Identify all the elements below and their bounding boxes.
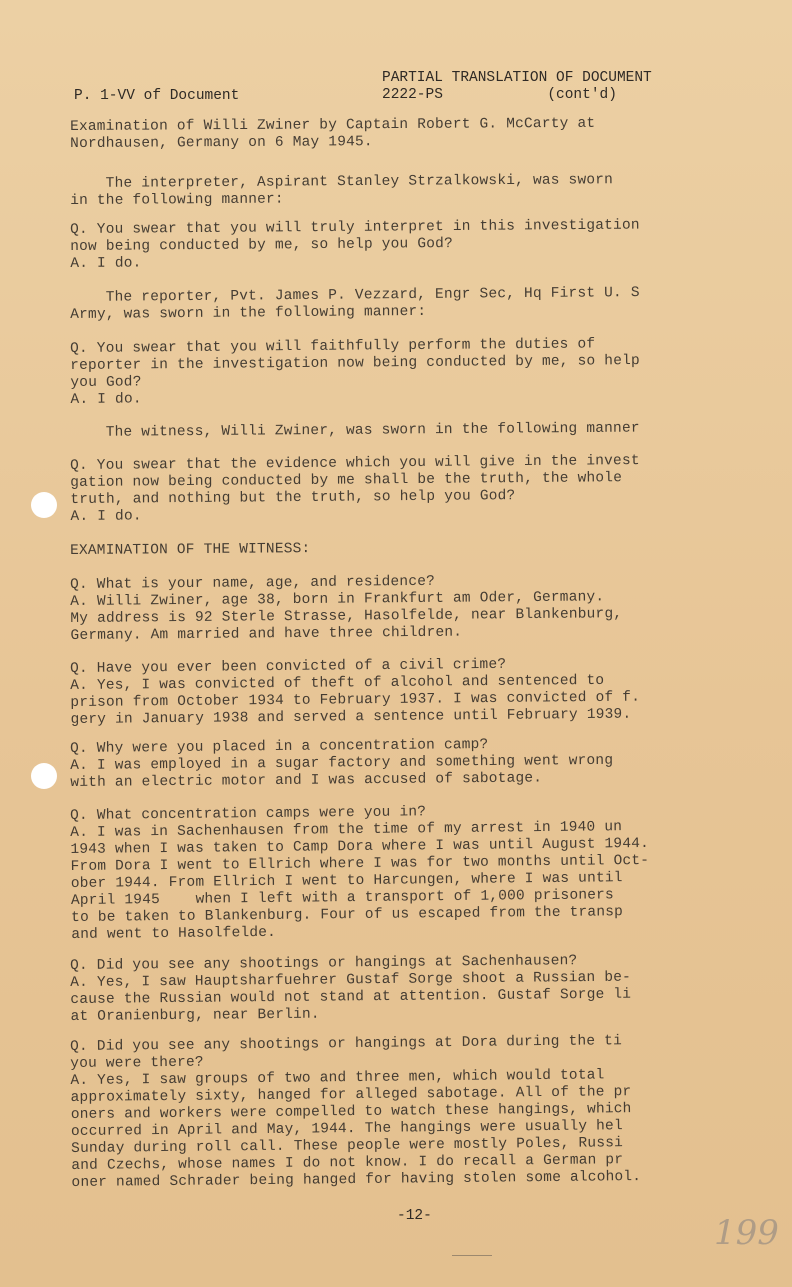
text-line: My address is 92 Sterle Strasse, Hasolfelde, near Blankenburg, xyxy=(70,606,623,627)
paragraph xyxy=(70,1031,792,1192)
text-line: A. I do. xyxy=(70,508,142,525)
text-line: A. I do. xyxy=(70,391,142,408)
text-line: Q. You swear that the evidence which you will give in the invest xyxy=(70,453,640,474)
text-line: and Czechs, whose names I do not know. I do recall a German pr xyxy=(71,1152,624,1174)
text-line: A. Yes, I was convicted of theft of alcohol and sentenced to xyxy=(70,672,605,694)
text-line: ober 1944. From Ellrich I went to Harcungen, where I was until xyxy=(70,870,623,892)
text-line: you were there? xyxy=(70,1054,204,1072)
text-line: oner named Schrader being hanged for having stolen some alcohol. xyxy=(71,1169,642,1191)
text-line: approximately sixty, hanged for alleged sabotage. All of the pr xyxy=(70,1084,632,1106)
paragraph xyxy=(70,115,792,153)
text-line: The witness, Willi Zwiner, was sworn in the following manner xyxy=(70,420,640,441)
heading-title: PARTIAL TRANSLATION OF DOCUMENT xyxy=(382,70,652,86)
text-line: at Oranienburg, near Berlin. xyxy=(70,1006,320,1025)
text-line: A. Yes, I saw groups of two and three men, which would total xyxy=(70,1067,605,1089)
text-line: now being conducted by me, so help you God? xyxy=(70,235,454,255)
paragraph xyxy=(70,284,792,324)
text-line: A. Yes, I saw Hauptsharfuehrer Gustaf Sorge shoot a Russian be- xyxy=(70,969,632,991)
text-line: Q. Why were you placed in a concentration camp? xyxy=(70,736,489,757)
text-line: cause the Russian would not stand at attention. Gustaf Sorge li xyxy=(70,986,632,1008)
text-line: Army, was sworn in the following manner: xyxy=(70,303,427,323)
text-line: Q. You swear that you will faithfully perform the duties of xyxy=(70,336,596,357)
text-line: A. I was employed in a sugar factory and something went wrong xyxy=(70,752,614,774)
paragraph xyxy=(70,216,792,273)
text-line: Q. Did you see any shootings or hangings at Dora during the ti xyxy=(70,1033,623,1055)
text-line: prison from October 1934 to February 1937. I was convicted of f. xyxy=(70,689,641,711)
text-line: Q. You swear that you will truly interpret in this investigation xyxy=(70,217,640,238)
bottom-mark xyxy=(452,1255,492,1256)
document-reference: P. 1-VV of Document xyxy=(74,88,240,104)
text-line: Q. Did you see any shootings or hangings at Sachenhausen? xyxy=(70,953,578,974)
text-line: you God? xyxy=(70,374,142,391)
text-line: Germany. Am married and have three children. xyxy=(70,624,463,644)
text-line: 1943 when I was taken to Camp Dora where I was until August 1944. xyxy=(70,835,650,858)
text-line: EXAMINATION OF THE WITNESS: xyxy=(70,541,311,559)
paragraph xyxy=(70,654,792,729)
paragraph xyxy=(70,335,792,409)
text-line: oners and workers were compelled to watch these hangings, which xyxy=(70,1101,632,1123)
handwritten-page-stamp: 199 xyxy=(714,1213,779,1253)
text-line: A. I do. xyxy=(70,255,142,272)
paragraph xyxy=(70,419,792,442)
text-line: Examination of Willi Zwiner by Captain Robert G. McCarty at xyxy=(70,115,596,135)
text-line: Q. What is your name, age, and residence? xyxy=(70,573,436,593)
heading-number: 2222-PS (cont'd) xyxy=(382,87,617,103)
text-line: occurred in April and May, 1944. The hangings were usually hel xyxy=(70,1118,623,1140)
text-line: reporter in the investigation now being conducted by me, so help xyxy=(70,353,640,374)
paragraph xyxy=(70,800,792,944)
text-line: A. Willi Zwiner, age 38, born in Frankfurt am Oder, Germany. xyxy=(70,589,605,610)
text-line: Q. What concentration camps were you in? xyxy=(70,804,427,824)
text-line: truth, and nothing but the truth, so help you God? xyxy=(70,488,516,508)
document-heading xyxy=(382,70,652,104)
text-line: to be taken to Blankenburg. Four of us escaped from the transp xyxy=(71,904,624,926)
text-line: A. I was in Sachenhausen from the time of my arrest in 1940 un xyxy=(70,819,623,841)
punch-hole xyxy=(31,763,57,789)
paragraph xyxy=(70,537,792,560)
text-line: Nordhausen, Germany on 6 May 1945. xyxy=(70,134,373,152)
text-line: From Dora I went to Ellrich where I was for two months until Oct- xyxy=(70,852,650,875)
punch-hole xyxy=(31,492,57,518)
text-line: with an electric motor and I was accused of sabotage. xyxy=(70,770,543,791)
paragraph xyxy=(70,452,792,526)
text-line: and went to Hasolfelde. xyxy=(71,924,277,943)
text-line: Q. Have you ever been convicted of a civil crime? xyxy=(70,656,507,677)
paragraph xyxy=(70,571,792,645)
paragraph xyxy=(70,171,792,210)
text-line: gery in January 1938 and served a sentence until February 1939. xyxy=(70,706,632,728)
text-line: The interpreter, Aspirant Stanley Strzalkowski, was sworn xyxy=(70,172,614,192)
paragraph xyxy=(70,951,792,1026)
text-line: Sunday during roll call. These people were mostly Poles, Russi xyxy=(71,1135,624,1157)
text-line: April 1945 when I left with a transport of 1,000 prisoners xyxy=(70,887,615,909)
paragraph xyxy=(70,734,792,792)
text-line: The reporter, Pvt. James P. Vezzard, Engr Sec, Hq First U. S xyxy=(70,285,640,306)
text-line: in the following manner: xyxy=(70,191,284,209)
text-line: gation now being conducted by me shall be the truth, the whole xyxy=(70,470,623,491)
page-number: -12- xyxy=(397,1208,432,1224)
